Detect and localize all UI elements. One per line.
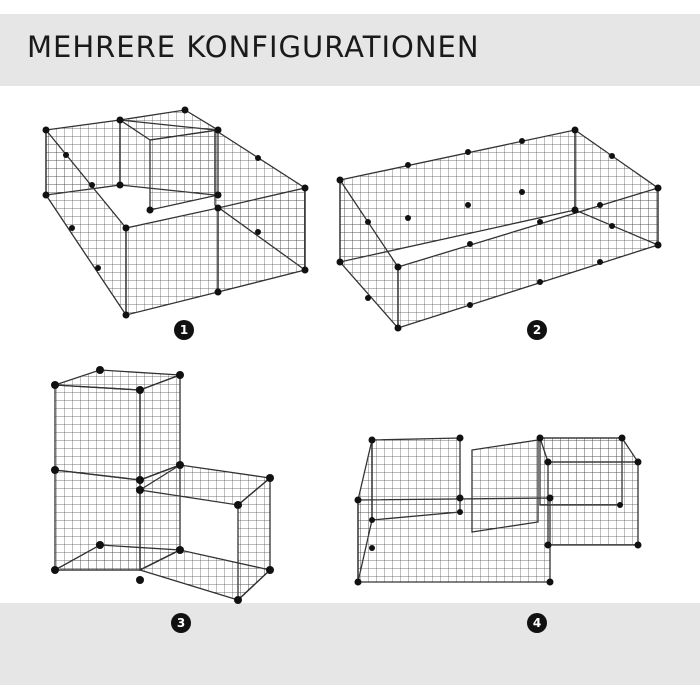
configuration-number-1-badge: 1 xyxy=(174,320,194,340)
cage-configuration-4-icon xyxy=(355,435,642,586)
configuration-number-4-badge: 4 xyxy=(527,613,547,633)
page-title: MEHRERE KONFIGURATIONEN xyxy=(27,30,480,64)
configuration-number-3-badge: 3 xyxy=(171,613,191,633)
cage-configuration-2-icon xyxy=(337,127,662,332)
configuration-number-2-badge: 2 xyxy=(527,320,547,340)
cage-configuration-3-icon xyxy=(51,366,274,604)
cage-configuration-1-icon xyxy=(43,107,309,319)
